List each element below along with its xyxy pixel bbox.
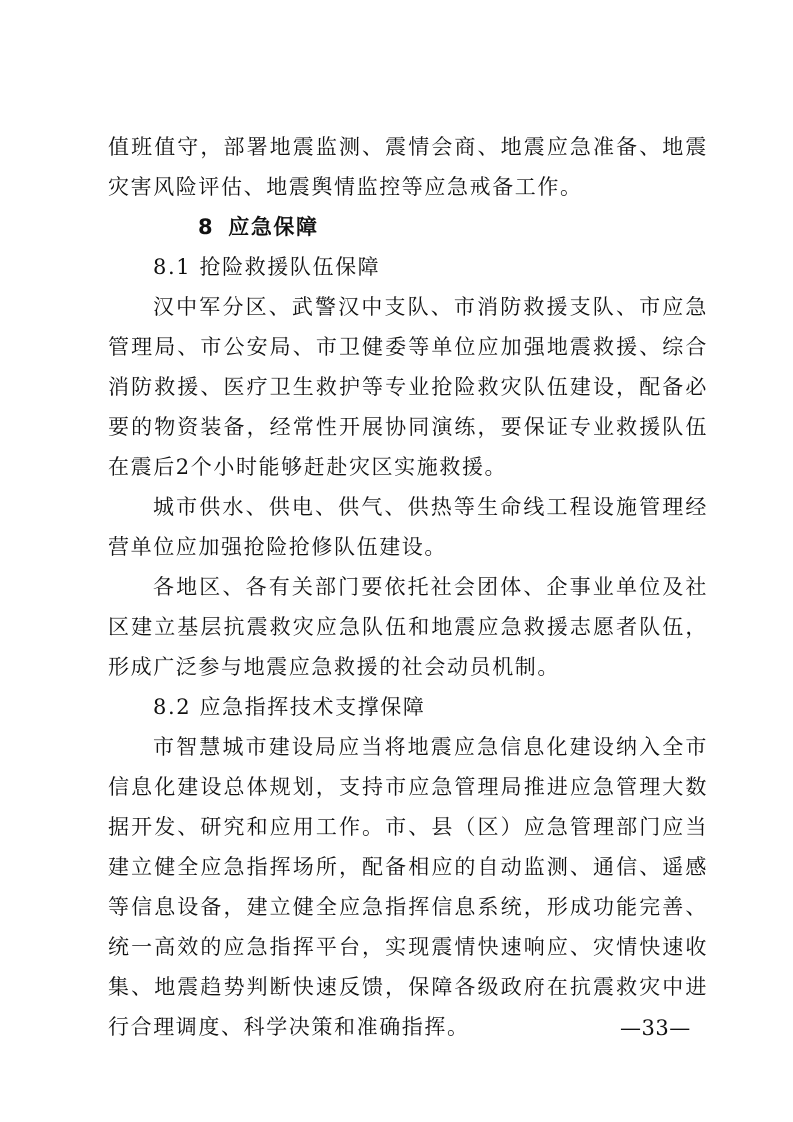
subsection-heading-8-1: 8.1 抢险救援队伍保障 <box>153 255 381 279</box>
paragraph-lifeline-repair: 城市供水、供电、供气、供热等生命线工程设施管理经营单位应加强抢险抢修队伍建设。 <box>108 495 708 559</box>
paragraph-command-support: 市智慧城市建设局应当将地震应急信息化建设纳入全市信息化建设总体规划，支持市应急管理局推进应急管理大数据开发、研究和应用工作。市、县（区）应急管理部门应当建立健全应急指挥场所，配备相应的自动监测、通信、遥感等信息设备，建立健全应急指挥信息系统，形成功能完善、统一高效的应急指挥平台，实现震情快速响应、灾情快速收集、地震趋势判断快速反馈，保障各级政府在抗震救灾中进行合理调度、科学决策和准确指挥。 <box>108 735 708 1039</box>
paragraph-rescue-teams: 汉中军分区、武警汉中支队、市消防救援支队、市应急管理局、市公安局、市卫健委等单位应加强地震救援、综合消防救援、医疗卫生救护等专业抢险救灾队伍建设，配备必要的物资装备，经常性开展协同演练，要保证专业救援队伍在震后2个小时能够赶赴灾区实施救援。 <box>108 295 708 479</box>
document-body <box>108 127 708 1047</box>
paragraph-duty: 值班值守，部署地震监测、震情会商、地震应急准备、地震灾害风险评估、地震舆情监控等应急戒备工作。 <box>108 135 708 199</box>
section-title: 应急保障 <box>228 215 319 239</box>
subsection-heading-8-2: 8.2 应急指挥技术支撑保障 <box>153 695 426 719</box>
page-number: —33— <box>620 1016 691 1040</box>
section-number: 8 <box>198 215 215 239</box>
section-heading-8 <box>108 207 708 247</box>
paragraph-community-teams: 各地区、各有关部门要依托社会团体、企事业单位及社区建立基层抗震救灾应急队伍和地震应急救援志愿者队伍，形成广泛参与地震应急救援的社会动员机制。 <box>108 575 708 679</box>
